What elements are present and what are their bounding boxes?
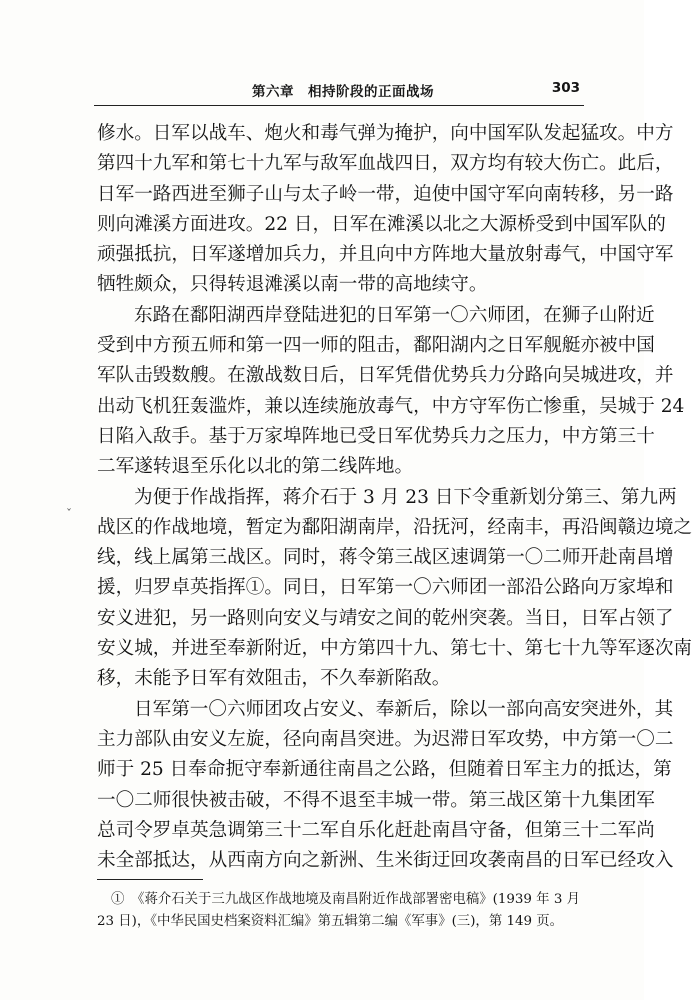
text-line: 主力部队由安义左旋，径向南昌突进。为迟滞日军攻势，中方第一〇二 (97, 728, 674, 750)
footnotes (97, 889, 585, 933)
text-line: 移，未能予日军有效阻击，不久奉新陷敌。 (97, 668, 451, 690)
text-line: 为便于作战指挥，蒋介石于 3 月 23 日下令重新划分第三、第九两 (134, 486, 677, 508)
chapter-title: 第六章 相持阶段的正面战场 (252, 84, 434, 100)
page-number: 303 (551, 80, 580, 96)
text-line: 出动飞机狂轰滥炸，兼以连续施放毒气，中方守军伤亡惨重，吴城于 24 (97, 395, 685, 417)
text-line: 二军遂转退至乐化以北的第二线阵地。 (97, 456, 414, 478)
text-line: 一〇二师很快被击破，不得不退至丰城一带。第三战区第十九集团军 (97, 789, 655, 811)
text-line: 未全部抵达，从西南方向之新洲、生米街迂回攻袭南昌的日军已经攻入 (97, 850, 674, 872)
text-line: 日军一路西进至狮子山与太子岭一带，迫使中国守军向南转移，另一路 (97, 183, 674, 205)
text-line: 顽强抵抗，日军遂增加兵力，并且向中方阵地大量放射毒气，中国守军 (97, 244, 674, 266)
margin-mark: ˇ (66, 507, 72, 521)
text-line: 线，线上属第三战区。同时，蒋令第三战区速调第一〇二师开赴南昌增 (97, 547, 674, 569)
text-line: 牺牲颇众，只得转退滩溪以南一带的高地续守。 (97, 274, 488, 296)
text-line: 东路在鄱阳湖西岸登陆进犯的日军第一〇六师团，在狮子山附近 (134, 304, 655, 326)
text-line: 战区的作战地境，暂定为鄱阳湖南岸，沿抚河，经南丰，再沿闽赣边境之 (97, 516, 692, 538)
text-line: 受到中方预五师和第一四一师的阻击，鄱阳湖内之日军舰艇亦被中国 (97, 335, 655, 357)
text-line: 师于 25 日奉命扼守奉新通往南昌之公路，但随着日军主力的抵达，第 (97, 759, 672, 781)
text-line: 安义进犯，另一路则向安义与靖安之间的乾州突袭。当日，日军占领了 (97, 607, 674, 629)
footnote-rule (97, 879, 203, 880)
header-rule (94, 105, 584, 106)
text-line: 第四十九军和第七十九军与敌军血战四日，双方均有较大伤亡。此后， (97, 153, 674, 175)
text-line: 日军第一〇六师团攻占安义、奉新后，除以一部向高安突进外，其 (134, 698, 674, 720)
text-line: 安义城，并进至奉新附近，中方第四十九、第七十、第七十九等军逐次南 (97, 638, 692, 660)
text-line: 日陷入敌手。基于万家埠阵地已受日军优势兵力之压力，中方第三十 (97, 425, 655, 447)
body-text (97, 119, 692, 876)
text-line: 总司令罗卓英急调第三十二军自乐化赶赴南昌守备，但第三十二军尚 (97, 819, 655, 841)
running-header (96, 80, 580, 102)
text-line: 军队击毁数艘。在激战数日后，日军凭借优势兵力分路向吴城进攻，并 (97, 365, 674, 387)
text-line: 援，归罗卓英指挥①。同日，日军第一〇六师团一部沿公路向万家埠和 (97, 577, 674, 599)
footnote-line: 23 日)，《中华民国史档案资料汇编》第五辑第二编《军事》(三)，第 149 页。 (97, 914, 564, 929)
text-line: 修水。日军以战车、炮火和毒气弹为掩护，向中国军队发起猛攻。中方 (97, 123, 674, 144)
text-line: 则向滩溪方面进攻。22 日，日军在滩溪以北之大源桥受到中国军队的 (97, 213, 666, 235)
footnote-line: ① 《蒋介石关于三九战区作战地境及南昌附近作战部署密电稿》(1939 年 3 月 (111, 892, 580, 907)
